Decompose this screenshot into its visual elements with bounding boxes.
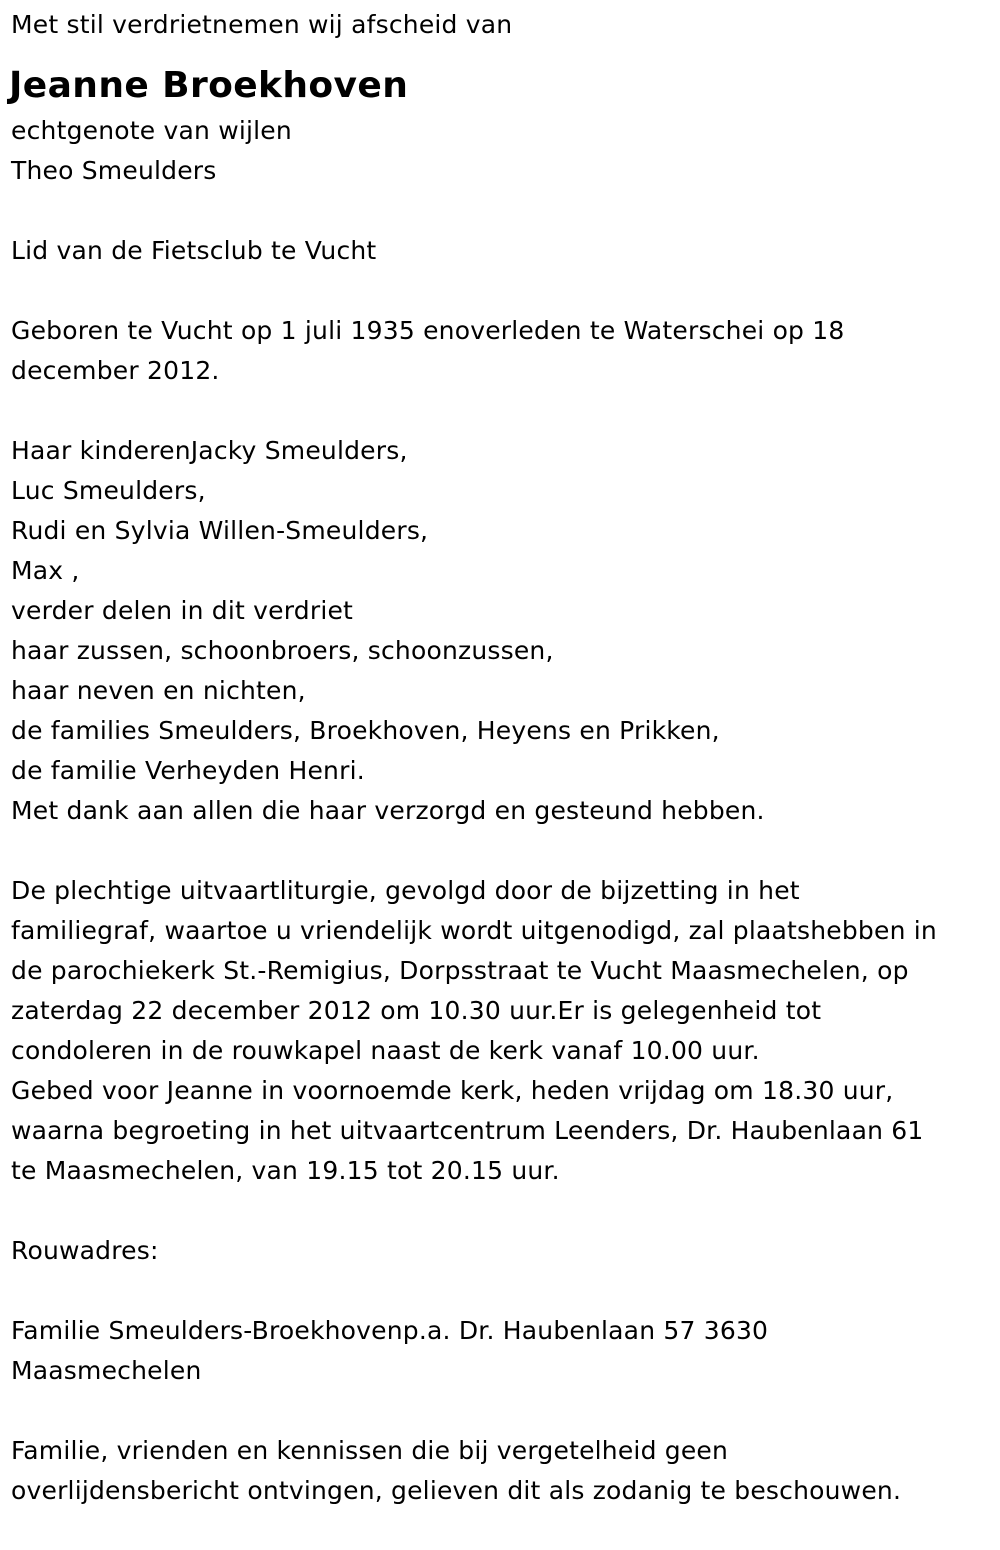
family-line: Luc Smeulders, [11, 476, 206, 505]
deceased-name: Jeanne Broekhoven [9, 65, 409, 106]
closing-line: overlijdensbericht ontvingen, gelieven dit als zodanig te beschouwen. [11, 1476, 902, 1505]
spacer [11, 271, 991, 311]
family-line: haar neven en nichten, [11, 676, 306, 705]
obituary-notice [11, 0, 991, 1511]
closing-line: Familie, vrienden en kennissen die bij vergetelheid geen [11, 1436, 729, 1465]
spacer [11, 1191, 991, 1231]
ceremony-line: de parochiekerk St.-Remigius, Dorpsstraat te Vucht Maasmechelen, op [11, 956, 909, 985]
ceremony-line: De plechtige uitvaartliturgie, gevolgd door de bijzetting in het [11, 876, 800, 905]
family-line: verder delen in dit verdriet [11, 596, 354, 625]
family-list [11, 431, 991, 831]
family-line: haar zussen, schoonbroers, schoonzussen, [11, 636, 554, 665]
family-line: Max , [11, 556, 80, 585]
ceremony-details [11, 871, 991, 1191]
address-label: Rouwadres: [11, 1236, 159, 1265]
spacer [11, 1391, 991, 1431]
spacer [11, 191, 991, 231]
family-line: de families Smeulders, Broekhoven, Heyens en Prikken, [11, 716, 720, 745]
birth-death-line: Geboren te Vucht op 1 juli 1935 enoverleden te Waterschei op 18 [11, 316, 845, 345]
club-line: Lid van de Fietsclub te Vucht [11, 236, 377, 265]
intro-line: Met stil verdrietnemen wij afscheid van [11, 10, 513, 39]
family-line: de familie Verheyden Henri. [11, 756, 365, 785]
birth-death-line: december 2012. [11, 356, 220, 385]
family-line: Rudi en Sylvia Willen-Smeulders, [11, 516, 429, 545]
ceremony-line: te Maasmechelen, van 19.15 tot 20.15 uur. [11, 1156, 560, 1185]
address-line: Familie Smeulders-Broekhovenp.a. Dr. Haubenlaan 57 3630 [11, 1316, 769, 1345]
ceremony-line: waarna begroeting in het uitvaartcentrum Leenders, Dr. Haubenlaan 61 [11, 1116, 924, 1145]
spouse-line: Theo Smeulders [11, 156, 217, 185]
spouse-line: echtgenote van wijlen [11, 116, 292, 145]
ceremony-line: familiegraf, waartoe u vriendelijk wordt uitgenodigd, zal plaatshebben in [11, 916, 937, 945]
spacer [11, 391, 991, 431]
ceremony-line: zaterdag 22 december 2012 om 10.30 uur.Er is gelegenheid tot [11, 996, 822, 1025]
spacer [11, 1271, 991, 1311]
ceremony-line: Gebed voor Jeanne in voornoemde kerk, heden vrijdag om 18.30 uur, [11, 1076, 894, 1105]
family-line: Met dank aan allen die haar verzorgd en gesteund hebben. [11, 796, 765, 825]
spacer [11, 831, 991, 871]
address-line: Maasmechelen [11, 1356, 202, 1385]
ceremony-line: condoleren in de rouwkapel naast de kerk vanaf 10.00 uur. [11, 1036, 760, 1065]
family-line: Haar kinderenJacky Smeulders, [11, 436, 408, 465]
